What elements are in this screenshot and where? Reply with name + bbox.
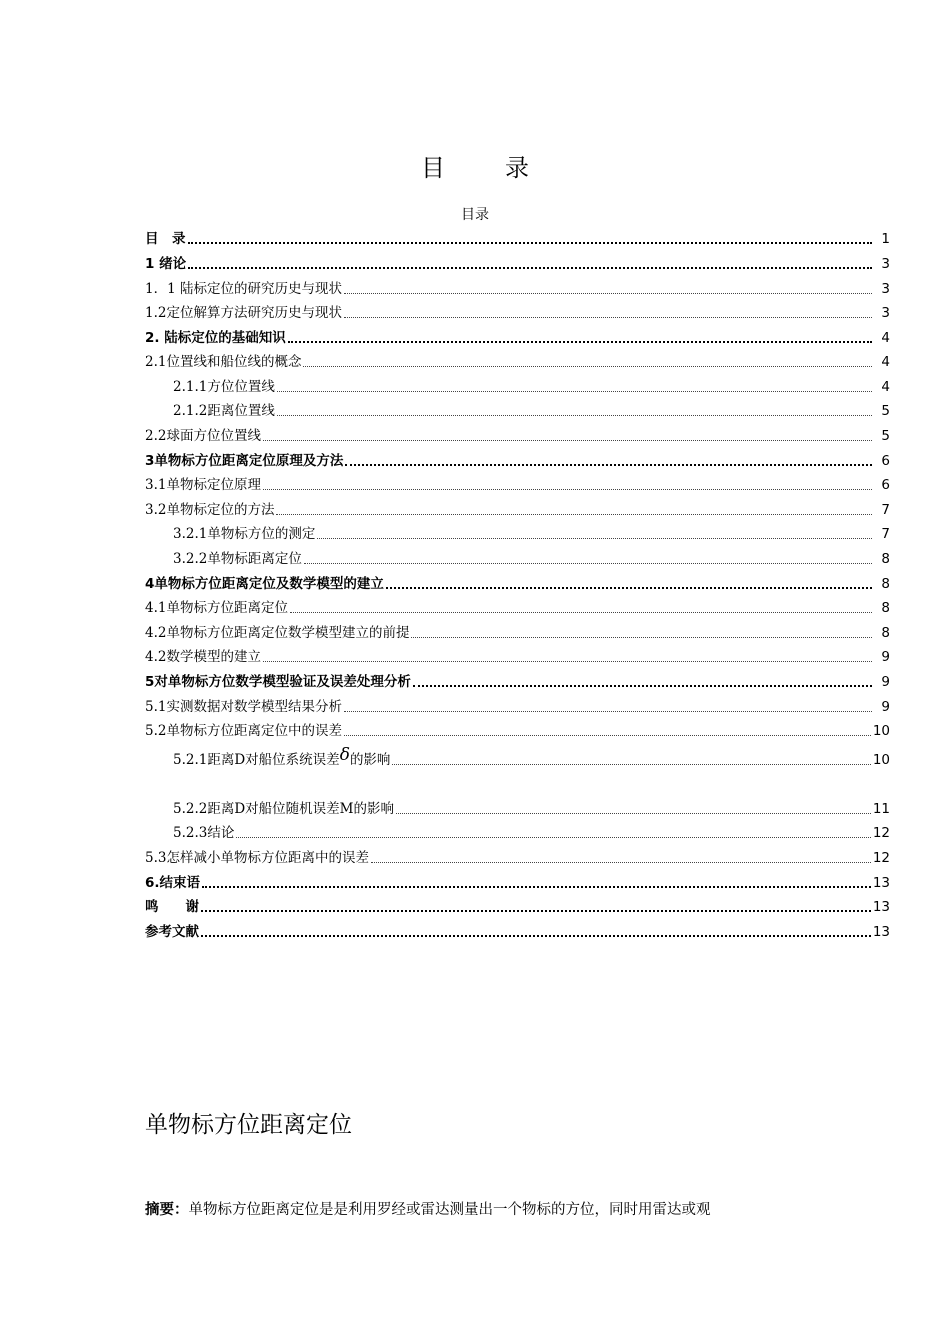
toc-entry[interactable] xyxy=(145,847,890,867)
toc-page-number: 4 xyxy=(881,354,890,370)
abstract-text: 单物标方位距离定位是是利用罗经或雷达测量出一个物标的方位，同时用雷达或观 xyxy=(188,1202,711,1218)
toc-entry-title: 1 绪论 xyxy=(145,256,187,272)
toc-entry[interactable] xyxy=(145,622,890,642)
page-title: 目 录 xyxy=(421,154,547,182)
toc-entry[interactable] xyxy=(145,597,890,617)
toc-page-number: 12 xyxy=(872,825,890,841)
toc-entry-title: 4.1单物标方位距离定位 xyxy=(145,600,288,616)
toc-entry-title: 5.2单物标方位距离定位中的误差 xyxy=(145,723,342,739)
toc-entry-title: 3.2.2单物标距离定位 xyxy=(173,551,302,567)
toc-page-number: 9 xyxy=(881,699,890,715)
toc-entry-title: 4.2单物标方位距离定位数学模型建立的前提 xyxy=(145,625,410,641)
toc-page-number: 13 xyxy=(872,875,890,891)
toc-page-number: 3 xyxy=(881,256,890,272)
abstract xyxy=(145,1198,711,1219)
dot-leader xyxy=(345,462,872,466)
toc-entry-title: 5.2.1距离D对船位系统误差 xyxy=(173,752,340,768)
toc-entry[interactable] xyxy=(145,425,890,445)
toc-entry[interactable] xyxy=(145,573,890,593)
toc-entry-title-suffix: 的影响 xyxy=(349,752,391,768)
toc-entry[interactable] xyxy=(145,872,890,892)
toc-page-number: 3 xyxy=(881,281,890,297)
dot-leader xyxy=(201,933,871,937)
toc-entry-title: 3单物标方位距离定位原理及方法 xyxy=(145,453,344,469)
toc-page-number: 6 xyxy=(881,477,890,493)
toc-entry-title: 5.2.2距离D对船位随机误差M的影响 xyxy=(173,801,394,817)
dot-leader xyxy=(303,364,872,367)
dot-leader xyxy=(263,438,872,441)
dot-leader xyxy=(236,835,870,838)
toc-page-number: 5 xyxy=(881,428,890,444)
toc-entry[interactable] xyxy=(145,822,890,842)
toc-entry-title: 目 录 xyxy=(145,231,186,247)
dot-leader xyxy=(276,512,872,515)
toc-entry-title: 4单物标方位距离定位及数学模型的建立 xyxy=(145,576,384,592)
toc-entry[interactable] xyxy=(145,278,890,298)
toc-page-number: 9 xyxy=(881,649,890,665)
dot-leader xyxy=(288,339,872,343)
toc-entry[interactable] xyxy=(145,646,890,666)
toc-entry-title: 2. 陆标定位的基础知识 xyxy=(145,330,286,346)
toc-page-number: 4 xyxy=(881,379,890,395)
toc-entry-title: 3.2.1单物标方位的测定 xyxy=(173,526,316,542)
toc-page-number: 11 xyxy=(872,801,890,817)
toc-entry[interactable] xyxy=(145,523,890,543)
toc-entry-title: 3.2单物标定位的方法 xyxy=(145,502,275,518)
toc-entry-title: 1．1 陆标定位的研究历史与现状 xyxy=(145,281,342,297)
toc-entry[interactable] xyxy=(145,302,890,322)
toc-entry[interactable] xyxy=(145,671,890,691)
dot-leader xyxy=(263,487,872,490)
dot-leader xyxy=(317,536,872,539)
dot-leader xyxy=(277,389,872,392)
dot-leader xyxy=(396,811,871,814)
toc-entry[interactable] xyxy=(145,253,890,273)
toc-page-number: 6 xyxy=(881,453,890,469)
toc-page-number: 13 xyxy=(872,924,890,940)
dot-leader xyxy=(411,635,872,638)
toc-page-number: 7 xyxy=(881,526,890,542)
dot-leader xyxy=(290,610,872,613)
toc-caption: 目录 xyxy=(461,207,489,223)
dot-leader xyxy=(263,659,872,662)
toc-page-number: 3 xyxy=(881,305,890,321)
toc-page-number: 7 xyxy=(881,502,890,518)
dot-leader xyxy=(304,561,872,564)
toc-entry-title: 5.2.3结论 xyxy=(173,825,235,841)
toc-entry[interactable] xyxy=(145,450,890,470)
dot-leader xyxy=(344,315,872,318)
toc-entry-title: 鸣 谢 xyxy=(145,899,199,915)
toc-entry[interactable] xyxy=(145,327,890,347)
toc-entry[interactable] xyxy=(145,896,890,916)
dot-leader xyxy=(201,908,871,912)
toc-entry[interactable] xyxy=(145,474,890,494)
toc-entry-title: 1.2定位解算方法研究历史与现状 xyxy=(145,305,342,321)
dot-leader xyxy=(344,291,872,294)
toc-page-number: 10 xyxy=(872,752,890,768)
dot-leader xyxy=(371,860,871,863)
toc-entry[interactable] xyxy=(145,499,890,519)
toc-entry[interactable] xyxy=(145,376,890,396)
toc-entry[interactable] xyxy=(145,921,890,941)
dot-leader xyxy=(188,265,872,269)
document-title: 单物标方位距离定位 xyxy=(145,1112,352,1138)
toc-entry-title: 4.2数学模型的建立 xyxy=(145,649,261,665)
toc-entry-title: 3.1单物标定位原理 xyxy=(145,477,261,493)
dot-leader xyxy=(188,240,873,244)
dot-leader xyxy=(344,709,872,712)
toc-entry-title: 5.3怎样减小单物标方位距离中的误差 xyxy=(145,850,369,866)
toc-page-number: 12 xyxy=(872,850,890,866)
toc-entry-title: 2.1.2距离位置线 xyxy=(173,403,275,419)
toc-entry-title: 2.1.1方位位置线 xyxy=(173,379,275,395)
toc-entry-title: 2.1位置线和船位线的概念 xyxy=(145,354,302,370)
toc-page-number: 8 xyxy=(881,551,890,567)
toc-page-number: 8 xyxy=(881,600,890,616)
toc-entry[interactable] xyxy=(145,720,890,740)
toc-entry-title: 5对单物标方位数学模型验证及误差处理分析 xyxy=(145,674,411,690)
dot-leader xyxy=(202,884,871,888)
dot-leader xyxy=(386,585,872,589)
toc-entry[interactable] xyxy=(145,400,890,420)
toc-page-number: 1 xyxy=(881,231,890,247)
toc-page-number: 8 xyxy=(881,576,890,592)
abstract-label: 摘要： xyxy=(145,1202,189,1218)
delta-symbol: δ xyxy=(339,745,350,765)
toc-entry[interactable] xyxy=(145,351,890,371)
toc-entry-title: 5.1实测数据对数学模型结果分析 xyxy=(145,699,342,715)
toc-entry[interactable] xyxy=(145,798,890,818)
toc-entry-title: 2.2球面方位位置线 xyxy=(145,428,261,444)
dot-leader xyxy=(392,762,870,765)
dot-leader xyxy=(277,413,872,416)
toc-entry[interactable] xyxy=(145,696,890,716)
toc-page-number: 9 xyxy=(881,674,890,690)
toc-entry[interactable] xyxy=(145,228,890,248)
dot-leader xyxy=(344,733,871,736)
toc-page-number: 5 xyxy=(881,403,890,419)
toc-page-number: 13 xyxy=(872,899,890,915)
toc-entry-title: 6.结束语 xyxy=(145,875,201,891)
toc-page-number: 10 xyxy=(872,723,890,739)
toc-entry[interactable] xyxy=(145,745,890,769)
toc-entry-title: 参考文献 xyxy=(145,924,199,940)
toc-page-number: 4 xyxy=(881,330,890,346)
dot-leader xyxy=(413,683,872,687)
toc-entry[interactable] xyxy=(145,548,890,568)
toc-page-number: 8 xyxy=(881,625,890,641)
